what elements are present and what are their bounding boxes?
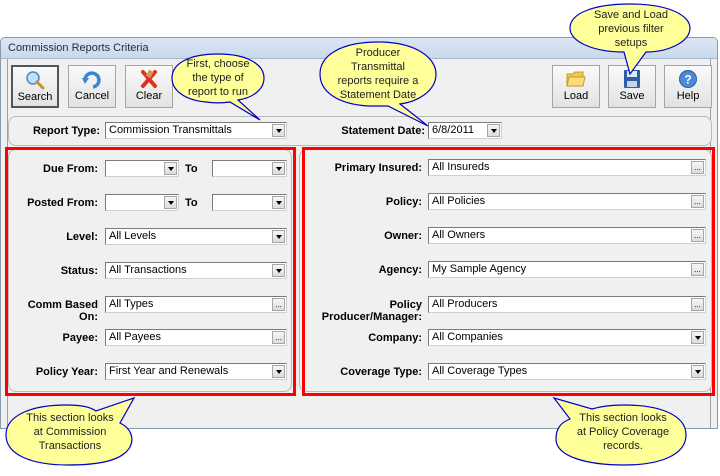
callout-line: records. — [603, 440, 643, 452]
primary-insured-label: Primary Insured: — [334, 162, 422, 174]
cancel-button[interactable] — [68, 65, 116, 108]
comm-based-on-label: Comm Based On: — [27, 299, 98, 323]
callout-line: First, choose — [186, 58, 250, 70]
window-title: Commission Reports Criteria — [8, 42, 149, 54]
primary-insured-picker[interactable] — [428, 159, 706, 176]
callout-line: setups — [614, 37, 648, 49]
due-to-label: To — [185, 163, 198, 175]
callout-statement-date — [316, 40, 440, 128]
cancel-label: Cancel — [74, 90, 110, 102]
ellipsis-button[interactable]: ... — [691, 263, 704, 276]
owner-value: All Owners — [432, 229, 486, 241]
dropdown-arrow-icon[interactable] — [691, 365, 704, 378]
posted-to-date-picker[interactable] — [212, 194, 287, 211]
callout-line: This section looks — [26, 412, 114, 424]
status-value: All Transactions — [109, 264, 187, 276]
due-to-date-picker[interactable] — [212, 160, 287, 177]
dropdown-arrow-icon[interactable] — [272, 230, 285, 243]
callout-line: Transactions — [38, 440, 102, 452]
search-button[interactable] — [11, 65, 59, 108]
level-value: All Levels — [109, 230, 157, 242]
ellipsis-button[interactable]: ... — [272, 331, 285, 344]
posted-from-date-picker[interactable] — [105, 194, 179, 211]
dropdown-arrow-icon[interactable] — [272, 365, 285, 378]
callout-save-load — [566, 2, 696, 76]
ellipsis-button[interactable]: ... — [691, 229, 704, 242]
callout-line: at Policy Coverage — [576, 426, 670, 438]
policy-year-value: First Year and Renewals — [109, 365, 229, 377]
callout-line: report to run — [188, 86, 248, 98]
agency-picker[interactable] — [428, 261, 706, 278]
payee-picker[interactable] — [105, 329, 287, 346]
clear-x-icon — [138, 69, 160, 89]
callout-line: Save and Load — [593, 9, 668, 21]
dropdown-arrow-icon[interactable] — [691, 331, 704, 344]
statement-date-label: Statement Date: — [341, 125, 425, 137]
dropdown-arrow-icon[interactable] — [272, 264, 285, 277]
due-from-label: Due From: — [43, 163, 98, 175]
ellipsis-button[interactable]: ... — [691, 161, 704, 174]
comm-based-on-picker[interactable] — [105, 296, 287, 313]
callout-line: Producer — [355, 47, 401, 59]
report-type-value: Commission Transmittals — [109, 124, 232, 136]
ellipsis-button[interactable]: ... — [691, 298, 704, 311]
callout-report-type — [168, 52, 268, 122]
callout-commission-section — [2, 397, 138, 467]
due-from-date-picker[interactable] — [105, 160, 179, 177]
callout-line: the type of — [192, 72, 244, 84]
policy-label: Policy: — [385, 196, 422, 208]
policy-producer-manager-label: Policy Producer/Manager: — [321, 299, 422, 323]
owner-label: Owner: — [384, 230, 422, 242]
policy-value: All Policies — [432, 195, 486, 207]
producer-value: All Producers — [432, 298, 498, 310]
posted-to-label: To — [185, 197, 198, 209]
report-type-label: Report Type: — [32, 125, 100, 137]
undo-arrow-icon — [81, 69, 103, 89]
status-label: Status: — [60, 265, 98, 277]
agency-value: My Sample Agency — [432, 263, 527, 275]
ellipsis-button[interactable]: ... — [272, 298, 285, 311]
dropdown-arrow-icon[interactable] — [164, 196, 177, 209]
status-select[interactable] — [105, 262, 287, 279]
payee-label: Payee: — [62, 332, 98, 344]
search-label: Search — [17, 91, 53, 103]
company-value: All Companies — [432, 331, 503, 343]
agency-label: Agency: — [378, 264, 422, 276]
dropdown-arrow-icon[interactable] — [487, 124, 500, 137]
policy-year-select[interactable] — [105, 363, 287, 380]
callout-line: previous filter — [598, 23, 664, 35]
level-label: Level: — [66, 231, 98, 243]
coverage-type-select[interactable] — [428, 363, 706, 380]
callout-line: at Commission — [33, 426, 107, 438]
policy-picker[interactable] — [428, 193, 706, 210]
callout-line: reports require a — [337, 75, 419, 87]
callout-line: Statement Date — [339, 89, 417, 101]
callout-line: This section looks — [579, 412, 667, 424]
policy-producer-manager-picker[interactable] — [428, 296, 706, 313]
ellipsis-button[interactable]: ... — [691, 195, 704, 208]
dropdown-arrow-icon[interactable] — [272, 196, 285, 209]
primary-insured-value: All Insureds — [432, 161, 490, 173]
company-label: Company: — [368, 332, 422, 344]
comm-based-on-value: All Types — [109, 298, 154, 310]
statement-date-value: 6/8/2011 — [432, 124, 475, 136]
help-label: Help — [676, 90, 700, 102]
svg-text:?: ? — [684, 72, 692, 87]
dropdown-arrow-icon[interactable] — [272, 124, 285, 137]
owner-picker[interactable] — [428, 227, 706, 244]
coverage-type-value: All Coverage Types — [432, 365, 528, 377]
policy-year-label: Policy Year: — [35, 366, 98, 378]
callout-line: Transmittal — [351, 61, 405, 73]
load-label: Load — [563, 90, 589, 102]
dropdown-arrow-icon[interactable] — [164, 162, 177, 175]
clear-label: Clear — [135, 90, 163, 102]
report-type-select[interactable] — [105, 122, 287, 139]
callout-coverage-section — [550, 397, 690, 467]
company-select[interactable] — [428, 329, 706, 346]
coverage-type-label: Coverage Type: — [340, 366, 422, 378]
posted-from-label: Posted From: — [27, 197, 98, 209]
magnifier-icon — [24, 70, 46, 90]
level-select[interactable] — [105, 228, 287, 245]
payee-value: All Payees — [109, 331, 161, 343]
save-label: Save — [619, 90, 645, 102]
clear-button[interactable] — [125, 65, 173, 108]
dropdown-arrow-icon[interactable] — [272, 162, 285, 175]
